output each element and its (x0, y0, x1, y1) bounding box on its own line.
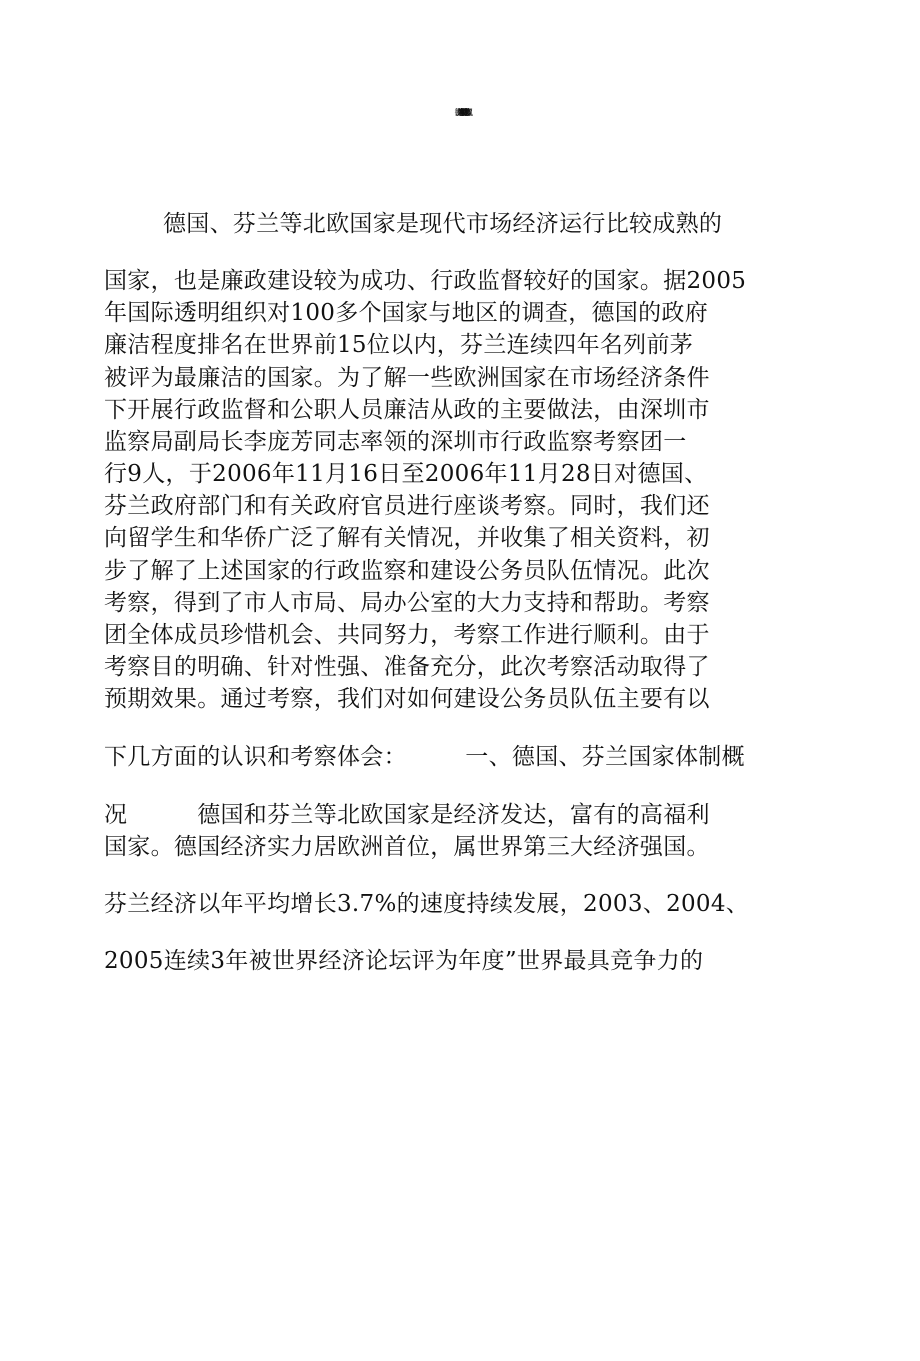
document-title: 德国、芬兰等北欧国家的廉洁制度让人羡慕和钦佩 (454, 108, 466, 117)
text-line: 年国际透明组织对100多个国家与地区的调查，德国的政府 (104, 300, 708, 326)
text-line: 国家，也是廉政建设较为成功、行政监督较好的国家。据2005 (104, 268, 747, 294)
text-line: 团全体成员珍惜机会、共同努力，考察工作进行顺利。由于 (104, 622, 710, 648)
text-line: 行9人，于2006年11月16日至2006年11月28日对德国、 (104, 461, 708, 487)
text-line: 芬兰政府部门和有关政府官员进行座谈考察。同时，我们还 (104, 493, 710, 519)
text-line: 被评为最廉洁的国家。为了解一些欧洲国家在市场经济条件 (104, 365, 710, 391)
text-line: 下几方面的认识和考察体会： 一、德国、芬兰国家体制概 (104, 744, 745, 770)
text-line: 向留学生和华侨广泛了解有关情况，并收集了相关资料，初 (104, 525, 710, 551)
text-line: 考察，得到了市人市局、局办公室的大力支持和帮助。考察 (104, 590, 710, 616)
text-line: 况 德国和芬兰等北欧国家是经济发达，富有的高福利 (104, 802, 710, 828)
text-line: 考察目的明确、针对性强、准备充分，此次考察活动取得了 (104, 654, 710, 680)
text-line: 德国、芬兰等北欧国家是现代市场经济运行比较成熟的 (163, 211, 723, 237)
text-line: 监察局副局长李庞芳同志率领的深圳市行政监察考察团一 (104, 429, 687, 455)
text-line: 国家。德国经济实力居欧洲首位，属世界第三大经济强国。 (104, 834, 710, 860)
text-line: 下开展行政监督和公职人员廉洁从政的主要做法，由深圳市 (104, 397, 710, 423)
text-line: 廉洁程度排名在世界前15位以内，芬兰连续四年名列前茅 (104, 332, 694, 358)
text-line: 预期效果。通过考察，我们对如何建设公务员队伍主要有以 (104, 686, 710, 712)
text-line: 芬兰经济以年平均增长3.7%的速度持续发展，2003、2004、 (104, 891, 750, 917)
text-line: 步了解了上述国家的行政监察和建设公务员队伍情况。此次 (104, 558, 710, 584)
text-line: 2005连续3年被世界经济论坛评为年度”世界最具竞争力的 (104, 948, 704, 974)
